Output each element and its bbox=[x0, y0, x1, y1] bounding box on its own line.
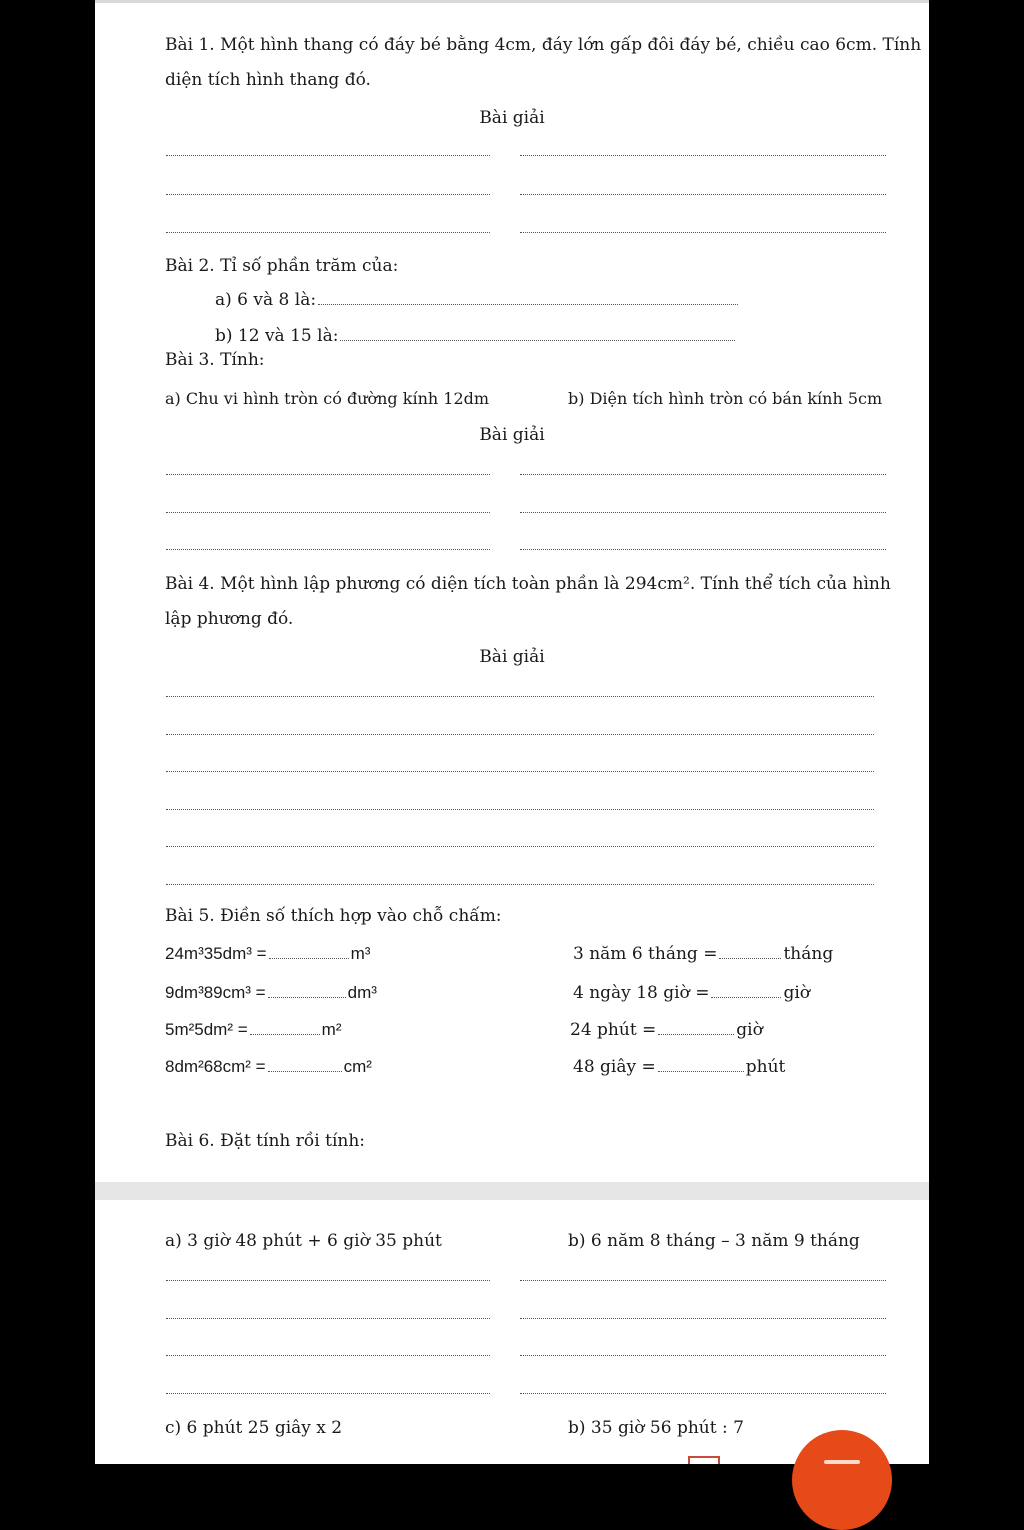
answer-blank[interactable] bbox=[711, 983, 781, 998]
answer-line[interactable] bbox=[166, 1280, 490, 1281]
bai5-unit: cm² bbox=[343, 1057, 372, 1076]
answer-line[interactable] bbox=[166, 1393, 490, 1394]
bai5-right-row bbox=[570, 1020, 763, 1040]
bai5-title: Bài 5. Điền số thích hợp vào chỗ chấm: bbox=[165, 906, 502, 926]
bai4-solution-heading: Bài giải bbox=[479, 647, 545, 667]
answer-line[interactable] bbox=[166, 846, 874, 847]
bai1-line2: diện tích hình thang đó. bbox=[165, 70, 371, 90]
bai5-unit: tháng bbox=[783, 944, 834, 964]
bai5-right-row bbox=[573, 1057, 785, 1077]
bai5-expr: 48 giây = bbox=[573, 1057, 656, 1077]
bai2-title: Bài 2. Tỉ số phần trăm của: bbox=[165, 256, 399, 276]
menu-icon bbox=[824, 1460, 860, 1464]
bai5-left-row bbox=[165, 983, 377, 1003]
bai5-expr: 8dm²68cm² = bbox=[165, 1057, 266, 1076]
answer-line[interactable] bbox=[166, 884, 874, 885]
answer-line[interactable] bbox=[520, 1318, 886, 1319]
bai1-line1: Bài 1. Một hình thang có đáy bé bằng 4cm, đáy lớn gấp đôi đáy bé, chiều cao 6cm. Tính bbox=[165, 35, 922, 55]
answer-line[interactable] bbox=[520, 1355, 886, 1356]
answer-blank[interactable] bbox=[658, 1057, 744, 1072]
bai2-item-b bbox=[215, 326, 737, 346]
bai5-left-row bbox=[165, 944, 370, 964]
answer-line[interactable] bbox=[520, 194, 886, 195]
answer-line[interactable] bbox=[166, 696, 874, 697]
answer-line[interactable] bbox=[166, 809, 874, 810]
bai3-item-a: a) Chu vi hình tròn có đường kính 12dm bbox=[165, 389, 490, 408]
bai5-unit: m² bbox=[321, 1020, 342, 1039]
bai6-item-c: c) 6 phút 25 giây x 2 bbox=[165, 1418, 343, 1438]
answer-blank[interactable] bbox=[318, 290, 738, 305]
bai2-item-a bbox=[215, 290, 740, 310]
bai6-item-d: b) 35 giờ 56 phút : 7 bbox=[568, 1418, 744, 1438]
bai5-expr: 3 năm 6 tháng = bbox=[573, 944, 718, 964]
bai5-expr: 9dm³89cm³ = bbox=[165, 983, 266, 1002]
bai3-item-b: b) Diện tích hình tròn có bán kính 5cm bbox=[568, 389, 883, 408]
answer-line[interactable] bbox=[520, 474, 886, 475]
bai5-unit: m³ bbox=[350, 944, 371, 963]
answer-blank[interactable] bbox=[340, 326, 735, 341]
bai2-b-label: b) 12 và 15 là: bbox=[215, 326, 339, 346]
answer-blank[interactable] bbox=[269, 944, 349, 959]
bai5-right-row bbox=[573, 983, 810, 1003]
bai3-title: Bài 3. Tính: bbox=[165, 350, 265, 370]
keyboard-icon[interactable] bbox=[688, 1456, 720, 1464]
bai5-right-row bbox=[573, 944, 833, 964]
bai6-title: Bài 6. Đặt tính rồi tính: bbox=[165, 1131, 366, 1151]
answer-line[interactable] bbox=[166, 474, 490, 475]
answer-line[interactable] bbox=[166, 1355, 490, 1356]
answer-line[interactable] bbox=[166, 1318, 490, 1319]
bai5-expr: 5m²5dm² = bbox=[165, 1020, 248, 1039]
bai5-expr: 4 ngày 18 giờ = bbox=[573, 983, 710, 1003]
bai5-unit: giờ bbox=[736, 1020, 763, 1040]
bai4-line1: Bài 4. Một hình lập phương có diện tích toàn phần là 294cm². Tính thể tích của hình bbox=[165, 574, 891, 594]
answer-line[interactable] bbox=[166, 194, 490, 195]
bai5-left-row bbox=[165, 1020, 342, 1040]
answer-line[interactable] bbox=[166, 771, 874, 772]
bai6-item-b: b) 6 năm 8 tháng – 3 năm 9 tháng bbox=[568, 1231, 860, 1251]
bai5-expr: 24m³35dm³ = bbox=[165, 944, 267, 963]
answer-blank[interactable] bbox=[250, 1020, 320, 1035]
bai3-solution-heading: Bài giải bbox=[479, 425, 545, 445]
answer-line[interactable] bbox=[520, 549, 886, 550]
bai5-unit: giờ bbox=[783, 983, 810, 1003]
floating-action-button[interactable] bbox=[792, 1430, 892, 1530]
bai5-unit: dm³ bbox=[347, 983, 377, 1002]
answer-line[interactable] bbox=[520, 1393, 886, 1394]
bai6-item-a: a) 3 giờ 48 phút + 6 giờ 35 phút bbox=[165, 1231, 442, 1251]
answer-line[interactable] bbox=[520, 155, 886, 156]
page-gap bbox=[95, 1182, 929, 1200]
answer-line[interactable] bbox=[520, 512, 886, 513]
answer-line[interactable] bbox=[166, 549, 490, 550]
answer-blank[interactable] bbox=[268, 983, 346, 998]
bai2-a-label: a) 6 và 8 là: bbox=[215, 290, 317, 310]
answer-blank[interactable] bbox=[268, 1057, 342, 1072]
bai1-solution-heading: Bài giải bbox=[479, 108, 545, 128]
answer-line[interactable] bbox=[166, 232, 490, 233]
answer-blank[interactable] bbox=[719, 944, 781, 959]
bai5-expr: 24 phút = bbox=[570, 1020, 657, 1040]
bai5-left-row bbox=[165, 1057, 372, 1077]
bai4-line2: lập phương đó. bbox=[165, 609, 294, 629]
answer-line[interactable] bbox=[520, 1280, 886, 1281]
answer-line[interactable] bbox=[520, 232, 886, 233]
answer-blank[interactable] bbox=[658, 1020, 734, 1035]
answer-line[interactable] bbox=[166, 155, 490, 156]
answer-line[interactable] bbox=[166, 734, 874, 735]
bai5-unit: phút bbox=[745, 1057, 786, 1077]
answer-line[interactable] bbox=[166, 512, 490, 513]
